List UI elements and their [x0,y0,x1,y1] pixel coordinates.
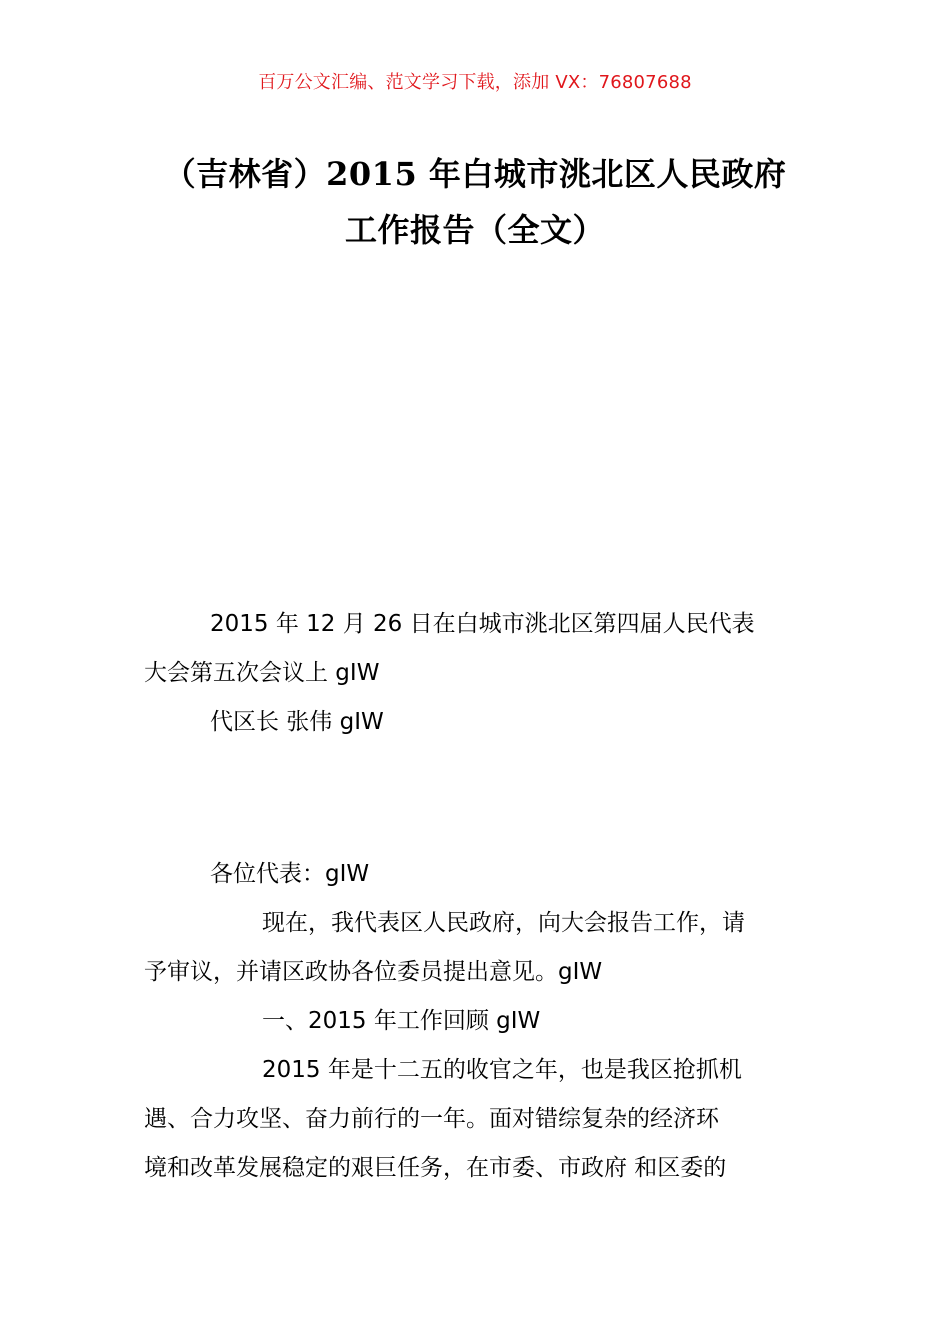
title-line-1: （吉林省）2015 年白城市洮北区人民政府 [163,155,787,193]
intro-line-3: 代区长 张伟 gIW [210,709,384,735]
paragraph-1-line-2: 予审议，并请区政协各位委员提出意见。gIW [144,959,603,985]
intro-line-2: 大会第五次会议上 gIW [144,660,380,686]
intro-block [144,600,810,747]
salutation: 各位代表：gIW [210,861,370,887]
paragraph-1-line-1: 现在，我代表区人民政府，向大会报告工作，请 [262,910,745,936]
section-heading-1: 一、2015 年工作回顾 gIW [262,1008,541,1034]
body-block [144,850,810,1193]
paragraph-2-line-1: 2015 年是十二五的收官之年，也是我区抢抓机 [262,1057,742,1083]
intro-line-1: 2015 年 12 月 26 日在白城市洮北区第四届人民代表 [210,611,755,637]
paragraph-2-line-2: 遇、合力攻坚、奋力前行的一年。面对错综复杂的经济环 [144,1106,719,1132]
header-watermark-note: 百万公文汇编、范文学习下载，添加 VX：76807688 [258,72,692,93]
title-line-2: 工作报告（全文） [344,211,605,249]
paragraph-2-line-3: 境和改革发展稳定的艰巨任务，在市委、市政府 和区委的 [144,1155,727,1181]
document-title [120,146,830,258]
